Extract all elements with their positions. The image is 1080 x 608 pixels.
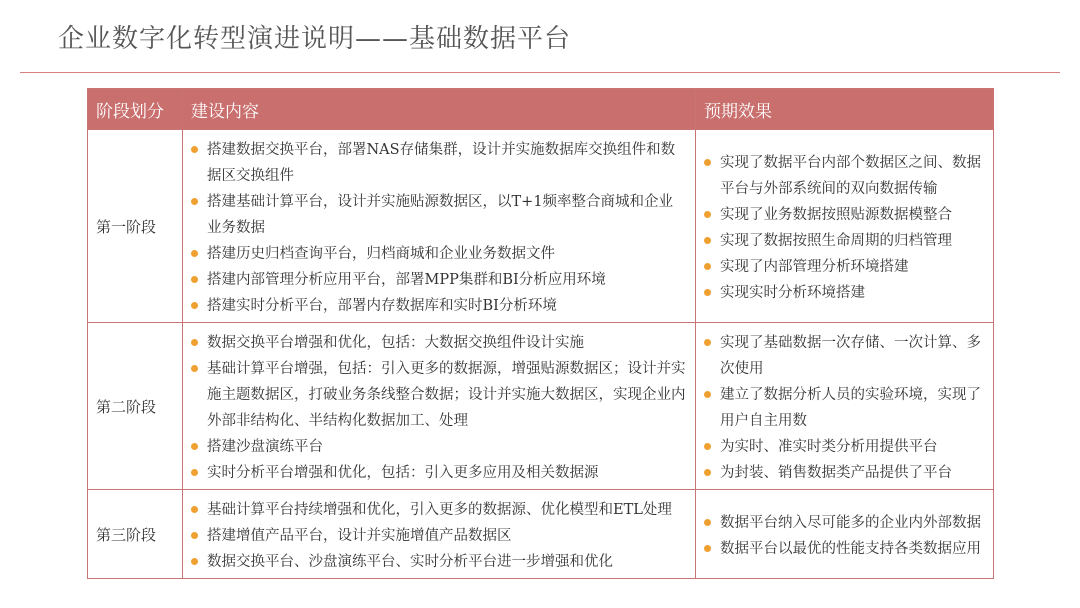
table-row bbox=[88, 130, 994, 323]
list-item: 实现了业务数据按照贴源数据模整合 bbox=[700, 202, 985, 228]
list-item: 建立了数据分析人员的实验环境，实现了用户自主用数 bbox=[700, 382, 985, 434]
stage-label: 第一阶段 bbox=[88, 130, 183, 323]
list-item: 搭建基础计算平台，设计并实施贴源数据区，以T+1频率整合商城和企业业务数据 bbox=[187, 189, 687, 241]
content-cell bbox=[183, 490, 696, 579]
list-item: 实时分析平台增强和优化，包括：引入更多应用及相关数据源 bbox=[187, 460, 687, 486]
list-item: 实现了内部管理分析环境搭建 bbox=[700, 254, 985, 280]
header-row bbox=[88, 89, 994, 130]
header-effect: 预期效果 bbox=[696, 89, 994, 130]
list-item: 数据平台纳入尽可能多的企业内外部数据 bbox=[700, 510, 985, 536]
list-item: 基础计算平台持续增强和优化，引入更多的数据源、优化模型和ETL处理 bbox=[187, 497, 687, 523]
content-cell bbox=[183, 130, 696, 323]
list-item: 实现了基础数据一次存储、一次计算、多次使用 bbox=[700, 330, 985, 382]
effect-cell bbox=[696, 323, 994, 490]
title-divider bbox=[20, 72, 1060, 73]
list-item: 基础计算平台增强，包括：引入更多的数据源，增强贴源数据区；设计并实施主题数据区，打破业务条线整合数据；设计并实施大数据区，实现企业内外部非结构化、半结构化数据加工、处理 bbox=[187, 356, 687, 434]
list-item: 为封装、销售数据类产品提供了平台 bbox=[700, 460, 985, 486]
list-item: 实现实时分析环境搭建 bbox=[700, 280, 985, 306]
table-row bbox=[88, 323, 994, 490]
page-title: 企业数字化转型演进说明——基础数据平台 bbox=[58, 24, 572, 54]
header-content: 建设内容 bbox=[183, 89, 696, 130]
list-item: 搭建数据交换平台，部署NAS存储集群，设计并实施数据库交换组件和数据区交换组件 bbox=[187, 137, 687, 189]
effect-cell bbox=[696, 490, 994, 579]
list-item: 数据交换平台、沙盘演练平台、实时分析平台进一步增强和优化 bbox=[187, 549, 687, 575]
header-stage: 阶段划分 bbox=[88, 89, 183, 130]
list-item: 搭建增值产品平台，设计并实施增值产品数据区 bbox=[187, 523, 687, 549]
list-item: 为实时、准实时类分析用提供平台 bbox=[700, 434, 985, 460]
roadmap-table bbox=[87, 88, 994, 579]
list-item: 搭建实时分析平台，部署内存数据库和实时BI分析环境 bbox=[187, 293, 687, 319]
table-row bbox=[88, 490, 994, 579]
list-item: 数据交换平台增强和优化，包括：大数据交换组件设计实施 bbox=[187, 330, 687, 356]
list-item: 搭建历史归档查询平台，归档商城和企业业务数据文件 bbox=[187, 241, 687, 267]
list-item: 数据平台以最优的性能支持各类数据应用 bbox=[700, 536, 985, 562]
effect-cell bbox=[696, 130, 994, 323]
content-cell bbox=[183, 323, 696, 490]
list-item: 搭建内部管理分析应用平台，部署MPP集群和BI分析应用环境 bbox=[187, 267, 687, 293]
stage-label: 第三阶段 bbox=[88, 490, 183, 579]
list-item: 搭建沙盘演练平台 bbox=[187, 434, 687, 460]
list-item: 实现了数据按照生命周期的归档管理 bbox=[700, 228, 985, 254]
list-item: 实现了数据平台内部个数据区之间、数据平台与外部系统间的双向数据传输 bbox=[700, 150, 985, 202]
stage-label: 第二阶段 bbox=[88, 323, 183, 490]
